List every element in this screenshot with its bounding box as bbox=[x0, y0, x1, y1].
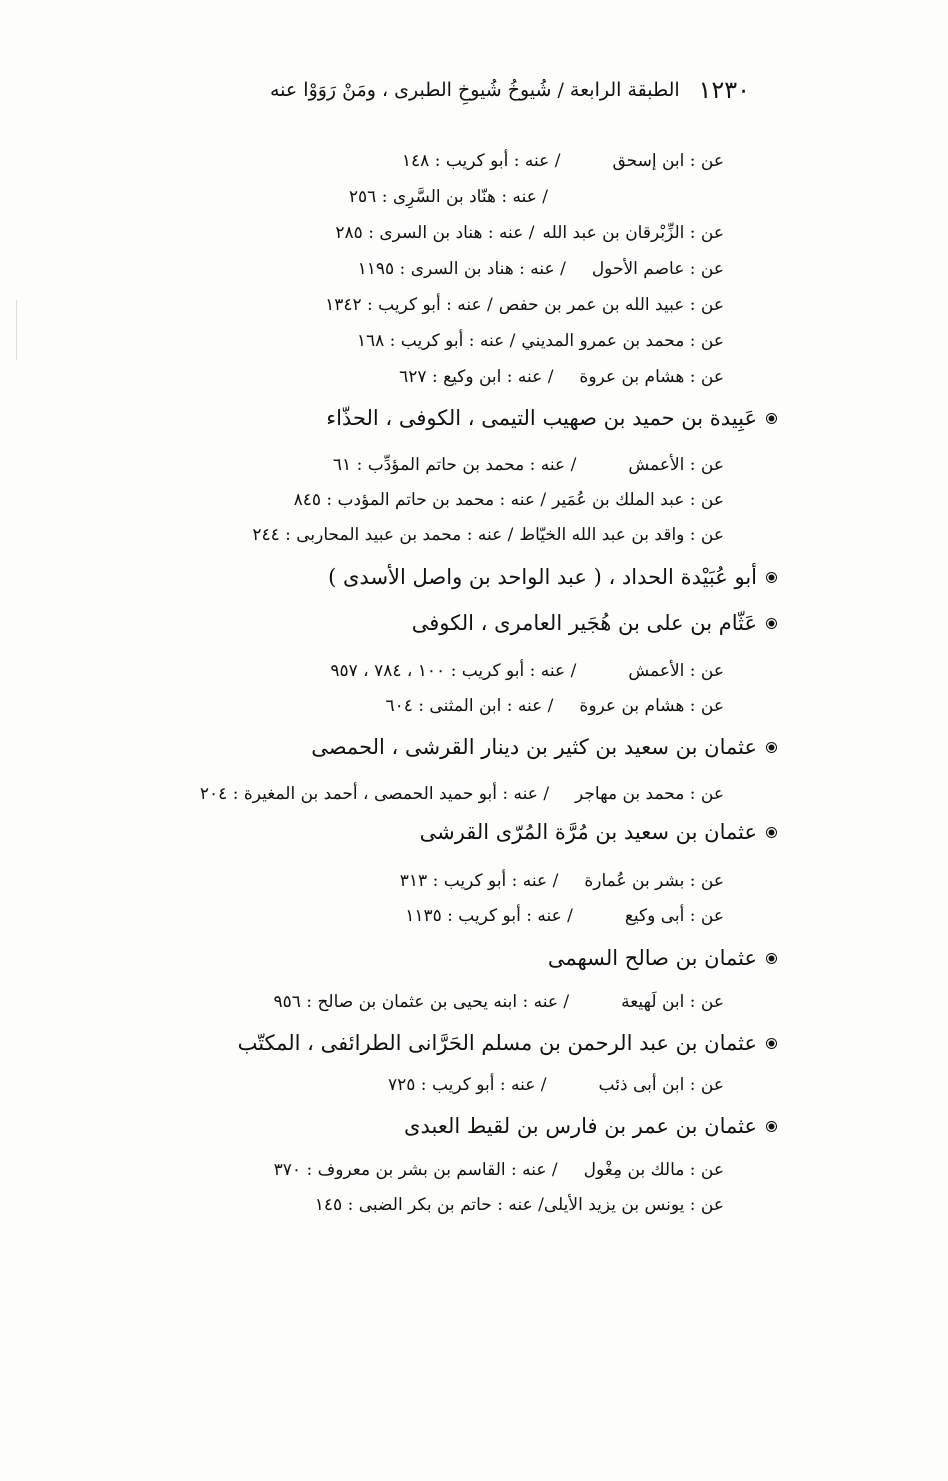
narrator-from: عن : محمد بن عمرو المديني bbox=[521, 331, 724, 351]
narration-row bbox=[357, 328, 724, 354]
entry-title: عَثّام بن على بن هُجَير العامرى ، الكوفى bbox=[411, 611, 757, 635]
narrator-to: / عنه : هناد بن السرى : ٢٨٥ bbox=[335, 223, 535, 243]
narration-row bbox=[333, 452, 724, 478]
narrator-to: / عنه : القاسم بن بشر بن معروف : ٣٧٠ bbox=[273, 1160, 558, 1180]
bullet-icon bbox=[767, 1039, 776, 1048]
narration-row bbox=[330, 658, 724, 684]
narrator-entry bbox=[412, 607, 776, 639]
narration-row bbox=[325, 292, 724, 318]
narration-row bbox=[315, 1192, 724, 1218]
narrator-entry bbox=[548, 942, 776, 974]
narrator-from: عن : الأعمش bbox=[628, 455, 724, 475]
narrator-from: عن : ابن لَهيعة bbox=[621, 992, 724, 1012]
narration-row bbox=[349, 184, 548, 210]
narrator-from: عن : هشام بن عروة bbox=[579, 696, 724, 716]
narration-row bbox=[402, 148, 724, 174]
bullet-icon bbox=[767, 573, 776, 582]
bullet-icon bbox=[767, 414, 776, 423]
narration-row bbox=[399, 364, 724, 390]
narrator-to: / عنه : ابن المثنى : ٦٠٤ bbox=[385, 696, 554, 716]
narrator-from: عن : عاصم الأحول bbox=[591, 259, 724, 279]
bullet-icon bbox=[767, 619, 776, 628]
narrator-from: عن : عبد الملك بن عُمَير bbox=[552, 490, 724, 510]
narrator-to: / عنه : أبو كريب : ١١٣٥ bbox=[405, 906, 573, 926]
narrator-entry bbox=[404, 1110, 776, 1142]
narrator-from: عن : بشر بن عُمارة bbox=[584, 871, 724, 891]
narration-row bbox=[252, 522, 724, 548]
narrator-to: / عنه : أبو كريب : ١٠٠ ، ٧٨٤ ، ٩٥٧ bbox=[330, 661, 577, 681]
narrator-to: / عنه : أبو كريب : ١٣٤٢ bbox=[325, 295, 493, 315]
narrator-to: / عنه : محمد بن حاتم المؤدب : ٨٤٥ bbox=[293, 490, 547, 510]
narrator-from: عن : هشام بن عروة bbox=[579, 367, 724, 387]
narrator-entry bbox=[420, 816, 776, 848]
narration-row bbox=[200, 781, 724, 807]
narration-row bbox=[335, 220, 724, 246]
narration-row bbox=[385, 693, 724, 719]
narrator-to: / عنه : هنّاد بن السَّرِى : ٢٥٦ bbox=[348, 187, 548, 207]
narrator-to: / عنه : أبو كريب : ٧٢٥ bbox=[388, 1075, 547, 1095]
narration-row bbox=[400, 868, 724, 894]
narration-row bbox=[388, 1072, 724, 1098]
narrator-to: / عنه : محمد بن عبيد المحاربى : ٢٤٤ bbox=[252, 525, 514, 545]
narrator-entry bbox=[238, 1027, 776, 1059]
narrator-from: عن : الزِّبْرقان بن عبد الله bbox=[542, 223, 724, 243]
page-header bbox=[270, 72, 750, 108]
narrator-from: عن : الأعمش bbox=[628, 661, 724, 681]
narrator-from: عن : ابن أبى ذئب bbox=[598, 1075, 724, 1095]
narrator-from: عن : ابن إسحق bbox=[612, 151, 724, 171]
bullet-icon bbox=[767, 954, 776, 963]
narrator-to: / عنه : أبو كريب : ١٤٨ bbox=[401, 151, 561, 171]
narrator-entry bbox=[328, 561, 776, 593]
narrator-to: / عنه : ابنه يحيى بن عثمان بن صالح : ٩٥٦ bbox=[273, 992, 570, 1012]
narrator-to: / عنه : أبو كريب : ٣١٣ bbox=[399, 871, 559, 891]
narrator-from: عن : يونس بن يزيد الأيلى bbox=[543, 1195, 724, 1215]
running-title: الطبقة الرابعة / شُيوخُ شُيوخِ الطبرى ، ومَنْ رَوَوْا عنه bbox=[270, 79, 680, 101]
page-number: ١٢٣٠ bbox=[698, 76, 750, 104]
narrator-to: / عنه : أبو كريب : ١٦٨ bbox=[356, 331, 516, 351]
narration-row bbox=[405, 903, 724, 929]
bullet-icon bbox=[767, 828, 776, 837]
entry-title: عثمان بن عبد الرحمن بن مسلم الحَرَّانى الطرائفى ، المكتّب bbox=[237, 1031, 757, 1055]
narrator-to: / عنه : محمد بن حاتم المؤدِّب : ٦١ bbox=[332, 455, 577, 475]
narrator-entry bbox=[326, 402, 776, 434]
narrator-from: عن : واقد بن عبد الله الخيّاط bbox=[519, 525, 724, 545]
narrator-from: عن : أبى وكيع bbox=[624, 906, 724, 926]
narrator-from: عن : عبيد الله بن عمر بن حفص bbox=[498, 295, 724, 315]
narration-row bbox=[274, 1157, 724, 1183]
narrator-to: / عنه : ابن وكيع : ٦٢٧ bbox=[399, 367, 554, 387]
narrator-to: / عنه : هناد بن السرى : ١١٩٥ bbox=[357, 259, 566, 279]
bullet-icon bbox=[767, 743, 776, 752]
entry-title: عثمان بن سعيد بن كثير بن دينار القرشى ، الحمصى bbox=[311, 735, 757, 759]
narrator-from: عن : مالك بن مِغْول bbox=[583, 1160, 724, 1180]
narration-row bbox=[294, 487, 724, 513]
bullet-icon bbox=[767, 1122, 776, 1131]
narration-row bbox=[274, 989, 725, 1015]
margin-mark bbox=[16, 300, 17, 360]
entry-title: عَبِيدة بن حميد بن صهيب التيمى ، الكوفى ، الحذّاء bbox=[326, 406, 757, 430]
entry-title: عثمان بن عمر بن فارس بن لقيط العبدى bbox=[404, 1114, 757, 1138]
entry-title: عثمان بن سعيد بن مُرَّة المُرّى القرشى bbox=[419, 820, 757, 844]
narrator-to: / عنه : حاتم بن بكر الضبى : ١٤٥ bbox=[314, 1195, 544, 1215]
entry-title: عثمان بن صالح السهمى bbox=[547, 946, 757, 970]
entry-title: أبو عُبَيْدة الحداد ، ( عبد الواحد بن واصل الأسدى ) bbox=[328, 565, 757, 589]
narrator-entry bbox=[311, 731, 776, 763]
narrator-from: عن : محمد بن مهاجر bbox=[575, 784, 724, 804]
narrator-to: / عنه : أبو حميد الحمصى ، أحمد بن المغيرة : ٢٠٤ bbox=[199, 784, 550, 804]
narration-row bbox=[358, 256, 724, 282]
